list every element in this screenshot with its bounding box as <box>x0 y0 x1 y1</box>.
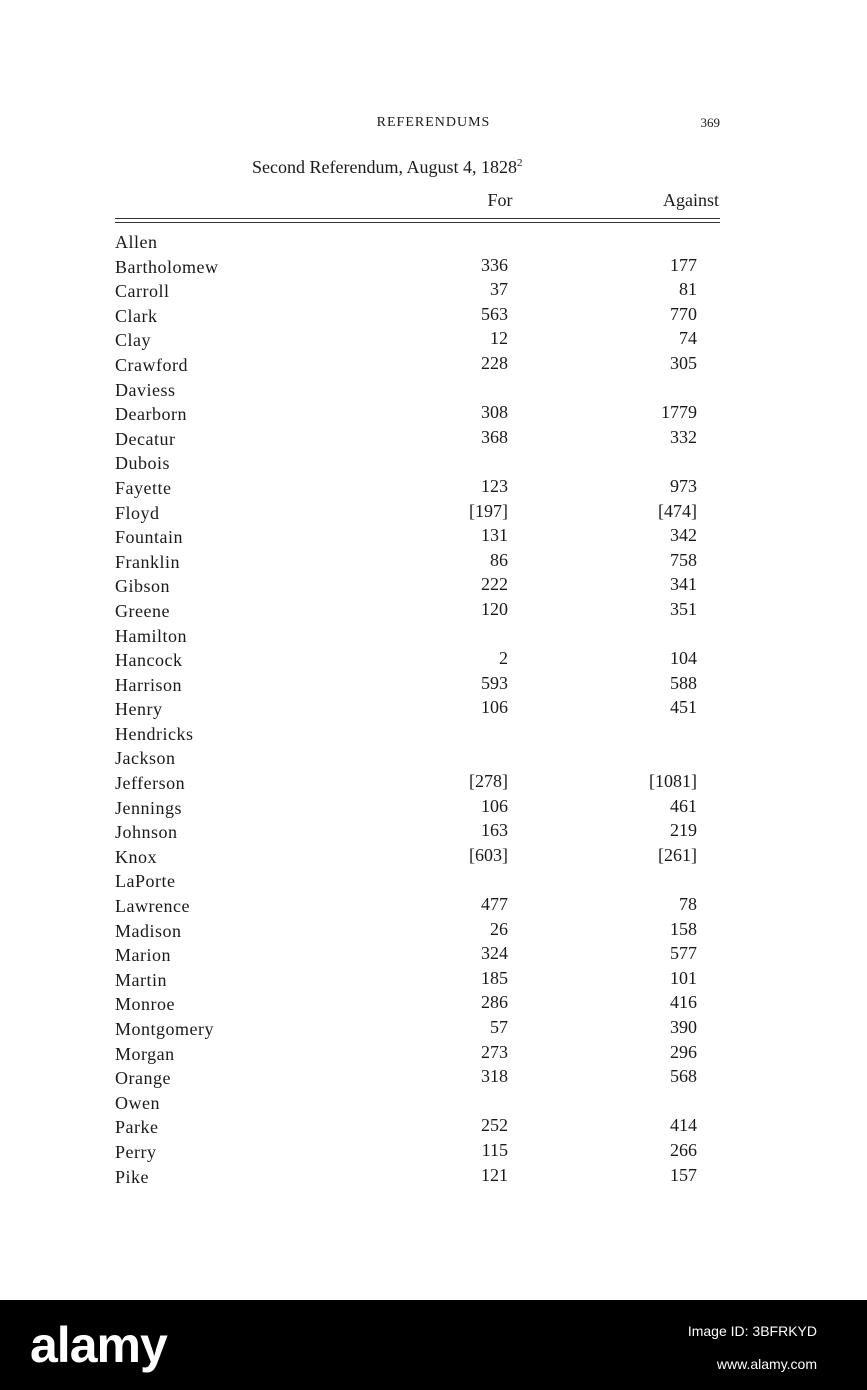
table-row <box>0 1115 867 1140</box>
county-name: Hendricks <box>115 723 194 744</box>
table-row <box>0 845 867 870</box>
county-name: Orange <box>115 1068 171 1089</box>
county-name: Pike <box>115 1166 150 1187</box>
table-row <box>0 279 867 304</box>
for-votes: 37 <box>490 279 508 300</box>
for-votes: [197] <box>469 500 508 521</box>
county-name: Lawrence <box>115 896 190 917</box>
table-row <box>0 992 867 1017</box>
table-row <box>0 919 867 944</box>
table-row <box>0 968 867 993</box>
for-votes: 273 <box>481 1041 508 1062</box>
running-header: REFERENDUMS <box>376 115 491 130</box>
table-row <box>0 624 867 649</box>
county-name: Allen <box>115 232 158 252</box>
against-votes: [474] <box>658 500 697 521</box>
against-votes: 461 <box>670 795 697 816</box>
for-votes: 318 <box>481 1066 508 1087</box>
for-votes: 120 <box>481 598 508 619</box>
for-votes: 86 <box>490 549 508 570</box>
table-row <box>0 328 867 353</box>
table-row <box>0 771 867 796</box>
for-votes: 286 <box>481 992 508 1013</box>
table-row <box>0 673 867 698</box>
for-votes: 115 <box>481 1139 508 1160</box>
for-votes: 324 <box>481 943 508 964</box>
against-votes: 104 <box>670 648 697 669</box>
table-row <box>0 894 867 919</box>
county-name: Clay <box>115 330 151 351</box>
table-row <box>0 697 867 722</box>
for-votes: 12 <box>490 328 508 349</box>
against-votes: 74 <box>679 328 697 349</box>
county-name: Decatur <box>115 428 176 449</box>
table-row <box>0 796 867 821</box>
county-name: Carroll <box>115 281 170 302</box>
county-name: Dubois <box>115 453 171 474</box>
for-votes: 106 <box>481 795 508 816</box>
table-title <box>252 157 522 178</box>
against-votes: 332 <box>670 426 697 447</box>
against-votes: 416 <box>670 992 697 1013</box>
county-name: Fayette <box>115 477 172 498</box>
against-votes: 770 <box>670 303 697 324</box>
against-votes: 973 <box>670 475 697 496</box>
table-row <box>0 1017 867 1042</box>
table-row <box>0 255 867 280</box>
against-votes: 341 <box>670 574 697 595</box>
county-name: Montgomery <box>115 1019 214 1039</box>
against-votes: 588 <box>670 672 697 693</box>
for-votes: 593 <box>481 672 508 693</box>
table-row <box>0 722 867 747</box>
county-name: Owen <box>115 1092 160 1113</box>
table-row <box>0 525 867 550</box>
for-votes: 252 <box>481 1115 508 1136</box>
county-name: Harrison <box>115 674 182 695</box>
table-row <box>0 402 867 427</box>
county-name: Floyd <box>115 502 160 523</box>
against-votes: 177 <box>670 254 697 275</box>
table-row <box>0 353 867 378</box>
alamy-logo: alamy <box>30 1317 167 1373</box>
for-votes: 228 <box>481 352 508 373</box>
against-votes: 81 <box>679 279 697 300</box>
county-name: Knox <box>115 846 157 867</box>
against-votes: 342 <box>670 525 697 546</box>
against-votes: [1081] <box>649 771 697 792</box>
against-votes: 296 <box>670 1041 697 1062</box>
table-title-text: Second Referendum, August 4, 1828 <box>252 157 517 177</box>
against-votes: 568 <box>670 1066 697 1087</box>
column-header-for: For <box>487 190 513 210</box>
against-votes: 758 <box>670 549 697 570</box>
table-row <box>0 746 867 771</box>
against-votes: 351 <box>670 598 697 619</box>
county-name: Clark <box>115 305 158 326</box>
against-votes: 219 <box>670 820 697 841</box>
county-name: Gibson <box>115 576 171 597</box>
table-row <box>0 451 867 476</box>
header-rule-bottom <box>115 222 720 223</box>
county-name: Marion <box>115 945 171 966</box>
against-votes: [261] <box>658 844 697 865</box>
page-number: 369 <box>700 115 720 130</box>
against-votes: 158 <box>670 918 697 939</box>
county-name: Franklin <box>115 551 180 572</box>
county-name: Hancock <box>115 650 183 671</box>
against-votes: 305 <box>670 352 697 373</box>
county-name: Fountain <box>115 527 184 548</box>
for-votes: 563 <box>481 303 508 324</box>
for-votes: 26 <box>490 918 508 939</box>
for-votes: 185 <box>481 967 508 988</box>
table-row <box>0 599 867 624</box>
against-votes: 78 <box>679 894 697 915</box>
county-name: Martin <box>115 969 167 990</box>
footer-url: www.alamy.com <box>716 1356 817 1372</box>
county-name: Madison <box>115 920 182 941</box>
table-row <box>0 1165 867 1190</box>
for-votes: 106 <box>481 697 508 718</box>
table-row <box>0 501 867 526</box>
county-name: Henry <box>115 699 163 720</box>
for-votes: 308 <box>481 402 508 423</box>
county-name: Bartholomew <box>115 256 219 277</box>
table-row <box>0 1042 867 1067</box>
county-name: Perry <box>115 1141 157 1162</box>
footnote-ref: 2 <box>516 157 523 169</box>
table-row <box>0 427 867 452</box>
for-votes: 222 <box>481 574 508 595</box>
against-votes: 101 <box>670 967 697 988</box>
table-row <box>0 1066 867 1091</box>
for-votes: 336 <box>481 254 508 275</box>
for-votes: 368 <box>481 426 508 447</box>
county-name: Jackson <box>115 748 176 769</box>
column-header-against: Against <box>663 190 719 210</box>
county-name: Dearborn <box>115 404 187 425</box>
table-row <box>0 869 867 894</box>
for-votes: 57 <box>490 1017 508 1037</box>
county-name: Hamilton <box>115 625 187 646</box>
table-row <box>0 378 867 403</box>
for-votes: 123 <box>481 475 508 496</box>
against-votes: 390 <box>670 1017 697 1037</box>
against-votes: 577 <box>670 943 697 964</box>
table-row <box>0 230 867 255</box>
against-votes: 414 <box>670 1115 697 1136</box>
for-votes: [278] <box>469 771 508 792</box>
county-name: Johnson <box>115 822 178 843</box>
county-name: Crawford <box>115 354 188 375</box>
for-votes: 163 <box>481 820 508 841</box>
table-row <box>0 304 867 329</box>
for-votes: 121 <box>481 1164 508 1185</box>
table-row <box>0 574 867 599</box>
results-table <box>0 230 867 1189</box>
stock-footer-band <box>0 1300 867 1390</box>
table-row <box>0 1140 867 1165</box>
county-name: Daviess <box>115 379 176 400</box>
for-votes: 477 <box>481 894 508 915</box>
for-votes: 131 <box>481 525 508 546</box>
against-votes: 157 <box>670 1164 697 1185</box>
header-rule-top <box>115 218 720 219</box>
county-name: Monroe <box>115 994 175 1015</box>
for-votes: [603] <box>469 844 508 865</box>
against-votes: 266 <box>670 1139 697 1160</box>
for-votes: 2 <box>499 648 508 669</box>
county-name: Jennings <box>115 797 182 818</box>
table-row <box>0 943 867 968</box>
table-row <box>0 1091 867 1116</box>
table-row <box>0 550 867 575</box>
against-votes: 451 <box>670 697 697 718</box>
table-row <box>0 476 867 501</box>
table-row <box>0 648 867 673</box>
county-name: LaPorte <box>115 871 176 892</box>
county-name: Morgan <box>115 1043 175 1064</box>
county-name: Parke <box>115 1117 159 1138</box>
county-name: Greene <box>115 600 170 621</box>
against-votes: 1779 <box>661 402 697 423</box>
table-row <box>0 820 867 845</box>
county-name: Jefferson <box>115 773 186 794</box>
image-id: Image ID: 3BFRKYD <box>687 1323 817 1339</box>
